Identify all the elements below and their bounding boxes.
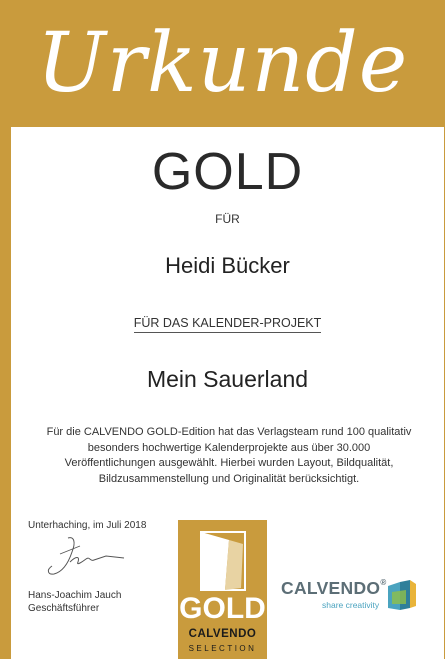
award-heading: GOLD bbox=[151, 143, 304, 201]
badge-award: GOLD bbox=[179, 592, 266, 625]
logo-name: CALVENDO bbox=[281, 578, 381, 598]
calvendo-logo-icon bbox=[386, 578, 418, 612]
project-label-wrapper bbox=[11, 316, 444, 330]
certificate-title: Urkunde bbox=[36, 16, 409, 111]
for-label: FÜR bbox=[215, 212, 240, 226]
gold-selection-badge bbox=[178, 520, 267, 659]
signer-block bbox=[28, 589, 121, 615]
project-label: FÜR DAS KALENDER-PROJEKT bbox=[134, 316, 322, 333]
logo-registered: ® bbox=[380, 578, 387, 587]
signer-role: Geschäftsführer bbox=[28, 603, 100, 614]
badge-edition: SELECTION bbox=[188, 644, 257, 653]
calvendo-logo-text bbox=[281, 578, 387, 599]
logo-slogan: share creativity bbox=[322, 600, 380, 610]
recipient-name: Heidi Bücker bbox=[165, 253, 290, 278]
place-date: Unterhaching, im Juli 2018 bbox=[28, 520, 147, 531]
signer-name: Hans-Joachim Jauch bbox=[28, 590, 122, 601]
open-door-icon bbox=[195, 530, 251, 594]
project-name: Mein Sauerland bbox=[146, 366, 309, 392]
badge-brand: CALVENDO bbox=[188, 628, 257, 640]
signature-icon bbox=[40, 532, 130, 580]
description-text: Für die CALVENDO GOLD-Edition hat das Verlagsteam rund 100 qualitativ besonders hochwertige Kalenderprojekte aus über 30.000 Veröffentlichungen ausgewählt. Hierbei wurden Layout, Bildqualität, Bildzusammenstellung und Originalität berücksichtigt. bbox=[46, 426, 412, 485]
